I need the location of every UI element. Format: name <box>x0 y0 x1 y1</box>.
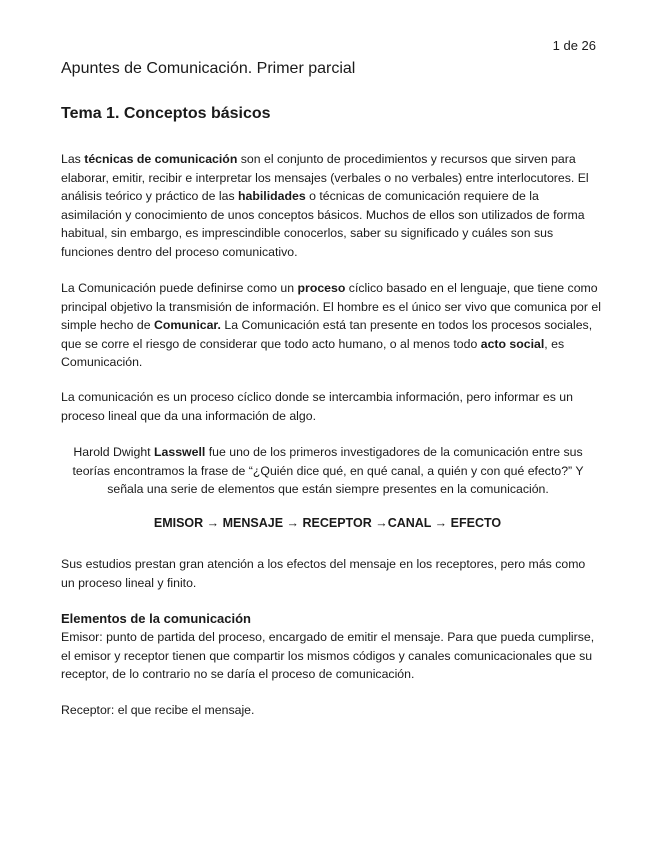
topic-heading: Tema 1. Conceptos básicos <box>61 105 271 122</box>
document-title: Apuntes de Comunicación. Primer parcial <box>61 60 356 77</box>
paragraph-lasswell: Harold Dwight Lasswell fue uno de los primeros investigadores de la comunicación entre sus teorías encontramos la frase de “¿Quién dice qué, en qué canal, a quién y con qué efecto?” Y señala una serie de elementos que están siempre presentes en la comunicación. <box>72 445 584 496</box>
paragraph-communication-definition: La Comunicación puede definirse como un proceso cíclico basado en el lenguaje, que tiene como principal objetivo la transmisión de información. El hombre es el único ser vivo que comunica por el simple hecho de Comunicar. La Comunicación está tan presente en todos los procesos sociales, que se corre el riesgo de considerar que todo acto humano, o al menos todo acto social, es Comunicación. <box>61 281 601 369</box>
paragraph-emisor: Emisor: punto de partida del proceso, encargado de emitir el mensaje. Para que pueda cumplirse, el emisor y receptor tienen que compartir los mismos códigos y canales comunicacionales que su receptor, de lo contrario no se daría el proceso de comunicación. <box>61 630 595 681</box>
paragraph-cyclic-process: La comunicación es un proceso cíclico donde se intercambia información, pero informar es un proceso lineal que da una información de algo. <box>61 390 573 423</box>
page-number: 1 de 26 <box>552 38 596 53</box>
lasswell-formula: EMISOR → MENSAJE → RECEPTOR →CANAL → EFECTO <box>153 516 502 530</box>
paragraph-receptor: Receptor: el que recibe el mensaje. <box>61 703 255 717</box>
paragraph-techniques: Las técnicas de comunicación son el conjunto de procedimientos y recursos que sirven para elaborar, emitir, recibir e interpretar los mensajes (verbales o no verbales) entre interlocutores. El análisis teórico y práctico de las habilidades o técnicas de comunicación requiere de la asimilación y conocimiento de unos conceptos básicos. Muchos de ellos son utilizados de forma habitual, sin embargo, es imprescindible conocerlos, saber su significado y cuáles son sus funciones dentro del proceso comunicativo. <box>61 152 589 259</box>
paragraph-studies: Sus estudios prestan gran atención a los efectos del mensaje en los receptores, pero más como un proceso lineal y finito. <box>61 557 586 590</box>
section-heading-elements: Elementos de la comunicación <box>61 611 251 626</box>
